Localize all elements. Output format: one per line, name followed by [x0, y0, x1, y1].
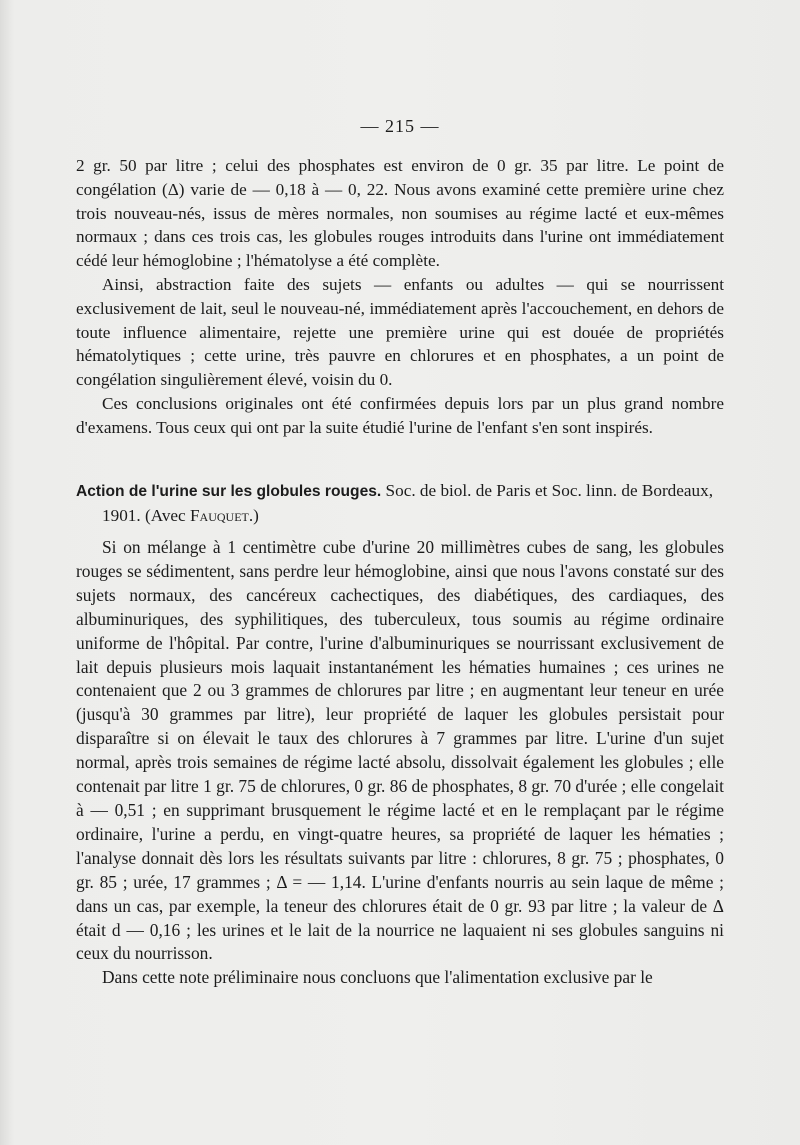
section-closing: .) — [248, 505, 259, 525]
section-year: 1901. (Avec — [102, 505, 190, 525]
paragraph-first-urine: 2 gr. 50 par litre ; celui des phosphates est environ de 0 gr. 35 par litre. Le point de congélation (Δ) varie de — 0,18 à — 0, 22. Nous avons examiné cette première urine chez trois nouveau-nés, issus de mères normales, non soumises au régime lacté et eux-mêmes normaux ; dans ces trois cas, les globules rouges introduits dans l'urine ont immédiatement cédé leur hémoglobine ; l'hématolyse a été complète. — [76, 156, 724, 271]
heading-first-line — [76, 479, 724, 504]
previous-section-text — [76, 154, 724, 440]
paragraph-abstraction: Ainsi, abstraction faite des sujets — enfants ou adultes — qui se nourrissent exclusivement de lait, seul le nouveau-né, immédiatement après l'accouchement, en dehors de toute influence alimentaire, rejette une première urine qui est douée de propriétés hématolytiques ; cette urine, très pauvre en chlorures et en phosphates, a un point de congélation singulièrement élevé, voisin du 0. — [76, 274, 724, 390]
action-section-text — [76, 536, 724, 990]
paragraph-experiment: Si on mélange à 1 centimètre cube d'urine 20 millimètres cubes de sang, les globules rouges se sédimentent, sans perdre leur hémoglobine, ainsi que nous l'avons constaté sur des sujets normaux, des cancéreux cachectiques, des diabétiques, des cardiaques, des albuminuriques, des syphilitiques, des tuberculeux, tous soumis au régime ordinaire uniforme de l'hôpital. Par contre, l'urine d'albuminuriques se nourrissant exclusivement de lait depuis plusieurs mois laquait instantanément les hématies humaines ; ces urines ne contenaient que 2 ou 3 grammes de chlorures par litre ; en augmentant leur teneur en urée (jusqu'à 30 grammes par litre), leur propriété de laquer les globules persistait pour disparaître si on élevait le taux des chlorures à 7 grammes par litre. L'urine d'un sujet normal, après trois semaines de régime lacté absolu, dissolvait également les globules ; elle contenait par litre 1 gr. 75 de chlorures, 0 gr. 86 de phosphates, 8 gr. 70 d'urée ; elle congelait à — 0,51 ; en supprimant brusquement le régime lacté et en le remplaçant par le régime ordinaire, l'urine a perdu, en vingt-quatre heures, sa propriété de laquer les hématies ; l'analyse donnait dès lors les résultats suivants par litre : chlorures, 8 gr. 75 ; phosphates, 0 gr. 85 ; urée, 17 grammes ; Δ = — 1,14. L'urine d'enfants nourris au sein laque de même ; dans un cas, par exemple, la teneur des chlorures était de 0 gr. 93 par litre ; la valeur de Δ était d — 0,16 ; les urines et le lait de la nourrice ne laquaient ni ses globules sanguins ni ceux du nourrisson. — [76, 537, 724, 964]
page-number: — 215 — — [360, 116, 440, 136]
section-title: Action de l'urine sur les globules rouges. — [76, 483, 382, 500]
section-coauthor: Fauquet — [189, 505, 249, 525]
heading-second-line — [76, 504, 724, 528]
section-venue: Soc. de biol. de Paris et Soc. linn. de Bordeaux, — [381, 481, 714, 500]
paragraph-preliminary-note: Dans cette note préliminaire nous concluons que l'alimentation exclusive par le — [102, 967, 653, 988]
section-heading — [76, 479, 724, 528]
paragraph-conclusions: Ces conclusions originales ont été confirmées depuis lors par un plus grand nombre d'examens. Tous ceux qui ont par la suite étudié l'urine de l'enfant s'en sont inspirés. — [76, 393, 724, 437]
